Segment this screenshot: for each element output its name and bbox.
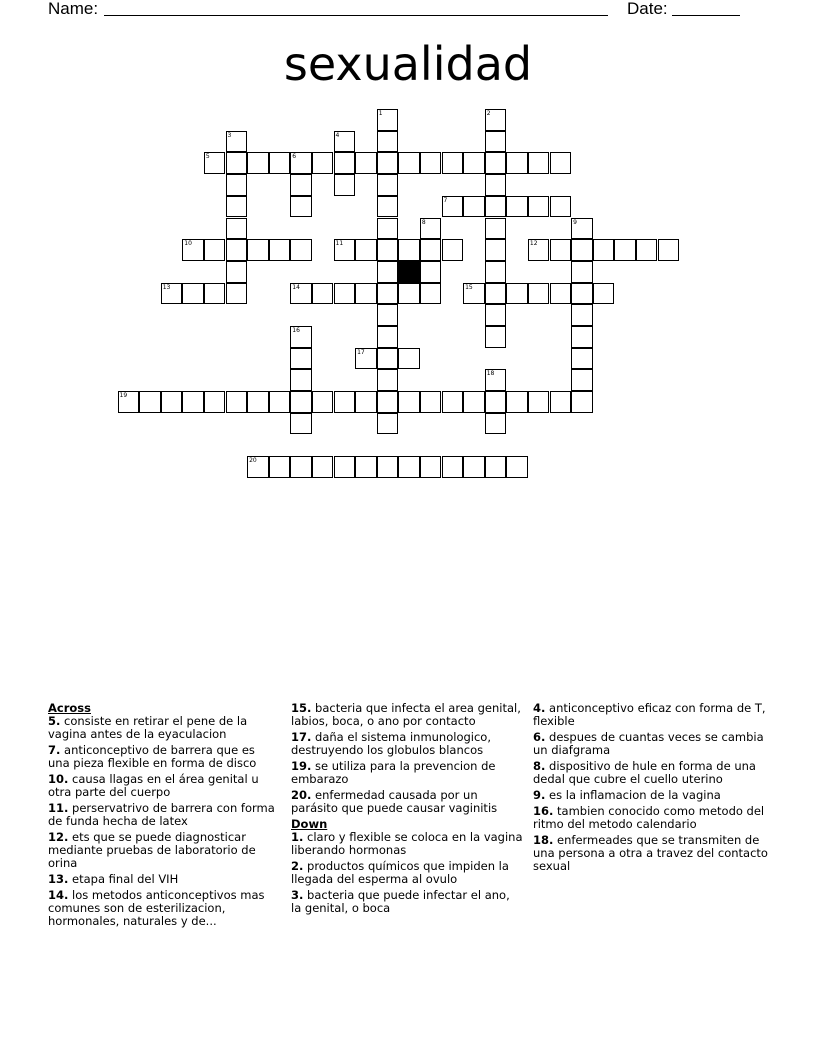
- across-clue: [291, 702, 523, 728]
- crossword-cell[interactable]: [550, 196, 572, 218]
- clue-number-label: 2.: [291, 859, 304, 873]
- down-heading: Down: [291, 817, 328, 831]
- crossword-cell[interactable]: [161, 283, 183, 305]
- crossword-cell[interactable]: [571, 218, 593, 240]
- crossword-cell[interactable]: [247, 391, 269, 413]
- clue-number-label: 18.: [533, 833, 554, 847]
- clues-column-2: [291, 702, 523, 918]
- crossword-cell[interactable]: [290, 174, 312, 196]
- crossword-cell[interactable]: [334, 283, 356, 305]
- clue-text: anticonceptivo eficaz con forma de T, flexible: [533, 701, 766, 728]
- crossword-cell[interactable]: [226, 218, 248, 240]
- crossword-cell[interactable]: [355, 283, 377, 305]
- crossword-cell[interactable]: [334, 152, 356, 174]
- clue-number: 12: [529, 240, 538, 248]
- crossword-cell[interactable]: [290, 326, 312, 348]
- crossword-cell[interactable]: [290, 196, 312, 218]
- crossword-cell[interactable]: [485, 326, 507, 348]
- crossword-cell[interactable]: [355, 152, 377, 174]
- crossword-cell[interactable]: [485, 283, 507, 305]
- crossword-cell[interactable]: [485, 174, 507, 196]
- crossword-cell[interactable]: [398, 152, 420, 174]
- clue-number: 15: [465, 283, 473, 291]
- clue-number: 3: [227, 131, 232, 139]
- crossword-cell[interactable]: [377, 391, 399, 413]
- crossword-cell[interactable]: [377, 218, 399, 240]
- clue-number: 1: [378, 110, 383, 117]
- clue-text: bacteria que puede infectar el ano, la genital, o boca: [291, 888, 510, 915]
- crossword-cell[interactable]: [571, 326, 593, 348]
- clue-text: claro y flexible se coloca en la vagina liberando hormonas: [291, 830, 523, 857]
- crossword-cell[interactable]: [161, 391, 183, 413]
- crossword-cell[interactable]: [182, 391, 204, 413]
- crossword-cell[interactable]: [290, 391, 312, 413]
- clue-text: dispositivo de hule en forma de una dedal que cubre el cuello uterino: [533, 759, 756, 786]
- clue-number-label: 14.: [48, 888, 69, 902]
- crossword-cell[interactable]: [485, 413, 507, 435]
- crossword-cell[interactable]: [290, 369, 312, 391]
- across-clue: [48, 802, 280, 828]
- crossword-cell[interactable]: [550, 283, 572, 305]
- crossword-cell[interactable]: [442, 196, 464, 218]
- across-clue: [291, 760, 523, 786]
- crossword-cell[interactable]: [247, 152, 269, 174]
- crossword-cell[interactable]: [247, 239, 269, 261]
- crossword-cell[interactable]: [485, 196, 507, 218]
- clue-number: 14: [292, 283, 300, 291]
- crossword-cell[interactable]: [485, 369, 507, 391]
- across-clue: [48, 873, 280, 886]
- across-heading: Across: [48, 701, 91, 715]
- down-clue: [291, 889, 523, 915]
- clue-text: causa llagas en el área genital u otra parte del cuerpo: [48, 772, 259, 799]
- clue-number: 18: [486, 370, 495, 378]
- crossword-cell[interactable]: [593, 283, 615, 305]
- crossword-cell[interactable]: [204, 152, 226, 174]
- clue-text: anticonceptivo de barrera que es una pieza flexible en forma de disco: [48, 743, 257, 770]
- clue-text: los metodos anticonceptivos mas comunes son de esterilizacion, hormonales, naturales y de...: [48, 888, 265, 928]
- across-clue: [291, 731, 523, 757]
- clue-text: despues de cuantas veces se cambia un diafgrama: [533, 730, 764, 757]
- crossword-cell[interactable]: [571, 391, 593, 413]
- clue-number: 9: [573, 218, 577, 226]
- crossword-cell[interactable]: [593, 239, 615, 261]
- clue-number-label: 20.: [291, 788, 312, 802]
- crossword-cell[interactable]: [226, 283, 248, 305]
- clue-number-label: 11.: [48, 801, 69, 815]
- crossword-cell[interactable]: [442, 152, 464, 174]
- across-clue: [48, 831, 280, 870]
- clue-text: bacteria que infecta el area genital, labios, boca, o ano por contacto: [291, 701, 521, 728]
- crossword-cell[interactable]: [377, 109, 399, 131]
- crossword-cell[interactable]: [377, 413, 399, 435]
- crossword-cell[interactable]: [614, 239, 636, 261]
- clue-number: 20: [249, 457, 257, 465]
- crossword-cell[interactable]: [398, 456, 420, 478]
- crossword-cell[interactable]: [290, 413, 312, 435]
- crossword-cell[interactable]: [420, 391, 442, 413]
- crossword-cell[interactable]: [290, 283, 312, 305]
- down-clue: [291, 860, 523, 886]
- crossword-cell[interactable]: [658, 239, 680, 261]
- crossword-cell[interactable]: [334, 456, 356, 478]
- clue-number-label: 6.: [533, 730, 546, 744]
- crossword-cell[interactable]: [506, 456, 528, 478]
- crossword-cell[interactable]: [226, 239, 248, 261]
- clue-number: 6: [292, 153, 297, 161]
- clue-number-label: 15.: [291, 701, 312, 715]
- crossword-cell[interactable]: [377, 196, 399, 218]
- crossword-cell[interactable]: [355, 391, 377, 413]
- across-clue: [48, 889, 280, 928]
- crossword-cell[interactable]: [528, 239, 550, 261]
- crossword-cell[interactable]: [312, 283, 334, 305]
- clue-number: 16: [292, 327, 300, 334]
- down-clue: [533, 760, 771, 786]
- down-clue: [533, 834, 771, 873]
- clue-number: 7: [443, 196, 448, 204]
- clue-number-label: 4.: [533, 701, 546, 715]
- down-clue: [533, 805, 771, 831]
- clue-number-label: 9.: [533, 788, 546, 802]
- clue-number: 17: [357, 348, 365, 356]
- down-clue: [533, 789, 771, 802]
- crossword-cell[interactable]: [485, 391, 507, 413]
- across-clue: [291, 789, 523, 815]
- crossword-cell[interactable]: [377, 261, 399, 283]
- down-clue: [533, 731, 771, 757]
- clue-text: es la inflamacion de la vagina: [545, 788, 721, 802]
- crossword-cell[interactable]: [571, 369, 593, 391]
- crossword-cell[interactable]: [463, 456, 485, 478]
- crossword-cell[interactable]: [377, 456, 399, 478]
- crossword-cell[interactable]: [485, 261, 507, 283]
- crossword-cell[interactable]: [485, 109, 507, 131]
- clue-text: productos químicos que impiden la llegada del esperma al ovulo: [291, 859, 509, 886]
- crossword-cell[interactable]: [442, 239, 464, 261]
- crossword-cell[interactable]: [398, 239, 420, 261]
- crossword-cell[interactable]: [420, 456, 442, 478]
- crossword-cell[interactable]: [463, 196, 485, 218]
- down-clue: [291, 831, 523, 857]
- crossword-cell[interactable]: [377, 131, 399, 153]
- crossword-cell[interactable]: [312, 391, 334, 413]
- crossword-cell[interactable]: [204, 283, 226, 305]
- crossword-cell[interactable]: [528, 283, 550, 305]
- crossword-cell[interactable]: [398, 348, 420, 370]
- clue-text: enfermeades que se transmiten de una persona a otra a travez del contacto sexual: [533, 833, 768, 873]
- crossword-cell[interactable]: [420, 152, 442, 174]
- crossword-cell[interactable]: [355, 239, 377, 261]
- across-clue: [48, 715, 280, 741]
- crossword-block-cell: [398, 261, 420, 283]
- crossword-cell[interactable]: [204, 239, 226, 261]
- crossword-cell[interactable]: [334, 131, 356, 153]
- crossword-cell[interactable]: [485, 456, 507, 478]
- crossword-cell[interactable]: [377, 326, 399, 348]
- crossword-cell[interactable]: [269, 239, 291, 261]
- crossword-cell[interactable]: [442, 456, 464, 478]
- crossword-cell[interactable]: [550, 152, 572, 174]
- crossword-cell[interactable]: [377, 348, 399, 370]
- date-label: Date:: [627, 0, 668, 18]
- clues-column-3: [533, 702, 771, 876]
- crossword-cell[interactable]: [398, 283, 420, 305]
- crossword-cell[interactable]: [312, 152, 334, 174]
- crossword-cell[interactable]: [377, 174, 399, 196]
- crossword-grid: [0, 0, 816, 500]
- crossword-cell[interactable]: [334, 391, 356, 413]
- crossword-cell[interactable]: [571, 239, 593, 261]
- clue-number-label: 12.: [48, 830, 69, 844]
- crossword-cell[interactable]: [355, 456, 377, 478]
- crossword-cell[interactable]: [571, 304, 593, 326]
- name-label: Name:: [48, 0, 99, 18]
- crossword-cell[interactable]: [420, 283, 442, 305]
- crossword-cell[interactable]: [506, 391, 528, 413]
- across-clue: [48, 773, 280, 799]
- clue-number: 11: [335, 240, 344, 248]
- crossword-cell[interactable]: [377, 283, 399, 305]
- clue-number-label: 8.: [533, 759, 546, 773]
- clue-number: 2: [486, 110, 491, 117]
- crossword-cell[interactable]: [442, 391, 464, 413]
- crossword-cell[interactable]: [182, 283, 204, 305]
- crossword-cell[interactable]: [226, 131, 248, 153]
- crossword-cell[interactable]: [269, 456, 291, 478]
- clue-number-label: 10.: [48, 772, 69, 786]
- crossword-cell[interactable]: [290, 239, 312, 261]
- crossword-cell[interactable]: [334, 174, 356, 196]
- crossword-cell[interactable]: [463, 391, 485, 413]
- crossword-cell[interactable]: [485, 239, 507, 261]
- crossword-cell[interactable]: [485, 218, 507, 240]
- crossword-cell[interactable]: [334, 239, 356, 261]
- crossword-cell[interactable]: [528, 196, 550, 218]
- crossword-cell[interactable]: [139, 391, 161, 413]
- crossword-cell[interactable]: [571, 283, 593, 305]
- page-title: sexualidad: [283, 37, 533, 91]
- clue-number-label: 17.: [291, 730, 312, 744]
- clue-text: daña el sistema inmunologico, destruyendo los globulos blancos: [291, 730, 492, 757]
- clue-number-label: 3.: [291, 888, 304, 902]
- crossword-cell[interactable]: [269, 391, 291, 413]
- crossword-cell[interactable]: [463, 283, 485, 305]
- crossword-cell[interactable]: [636, 239, 658, 261]
- crossword-cell[interactable]: [377, 152, 399, 174]
- clue-number-label: 16.: [533, 804, 554, 818]
- crossword-cell[interactable]: [398, 391, 420, 413]
- across-clue: [48, 744, 280, 770]
- clue-text: etapa final del VIH: [68, 872, 179, 886]
- crossword-cell[interactable]: [290, 152, 312, 174]
- crossword-cell[interactable]: [463, 152, 485, 174]
- clue-number: 5: [205, 153, 210, 161]
- clue-number-label: 19.: [291, 759, 312, 773]
- clue-text: enfermedad causada por un parásito que puede causar vaginitis: [291, 788, 498, 815]
- down-clue: [533, 702, 771, 728]
- crossword-cell[interactable]: [247, 456, 269, 478]
- crossword-cell[interactable]: [571, 348, 593, 370]
- clue-number-label: 13.: [48, 872, 69, 886]
- crossword-cell[interactable]: [377, 369, 399, 391]
- clue-text: tambien conocido como metodo del ritmo del metodo calendario: [533, 804, 765, 831]
- clue-text: ets que se puede diagnosticar mediante pruebas de laboratorio de orina: [48, 830, 256, 870]
- clue-number-label: 5.: [48, 714, 61, 728]
- crossword-cell[interactable]: [377, 239, 399, 261]
- crossword-cell[interactable]: [550, 239, 572, 261]
- crossword-cell[interactable]: [312, 456, 334, 478]
- clues-column-1: [48, 702, 280, 931]
- crossword-cell[interactable]: [226, 261, 248, 283]
- crossword-cell[interactable]: [226, 152, 248, 174]
- crossword-cell[interactable]: [355, 348, 377, 370]
- clue-number: 4: [335, 131, 340, 139]
- crossword-cell[interactable]: [204, 391, 226, 413]
- crossword-cell[interactable]: [118, 391, 140, 413]
- clue-number: 13: [162, 283, 171, 291]
- clue-text: se utiliza para la prevencion de embarazo: [291, 759, 496, 786]
- crossword-cell[interactable]: [485, 152, 507, 174]
- crossword-cell[interactable]: [290, 456, 312, 478]
- clue-number: 8: [421, 218, 426, 226]
- crossword-cell[interactable]: [571, 261, 593, 283]
- clue-number-label: 7.: [48, 743, 61, 757]
- crossword-cell[interactable]: [506, 196, 528, 218]
- clue-number: 19: [119, 392, 128, 400]
- clue-number-label: 1.: [291, 830, 304, 844]
- crossword-cell[interactable]: [528, 152, 550, 174]
- crossword-cell[interactable]: [420, 261, 442, 283]
- crossword-cell[interactable]: [290, 348, 312, 370]
- crossword-cell[interactable]: [420, 218, 442, 240]
- crossword-cell[interactable]: [550, 391, 572, 413]
- crossword-cell[interactable]: [226, 391, 248, 413]
- crossword-cell[interactable]: [506, 283, 528, 305]
- crossword-cell[interactable]: [226, 174, 248, 196]
- clue-text: perservatrivo de barrera con forma de funda hecha de latex: [48, 801, 275, 828]
- crossword-cell[interactable]: [506, 152, 528, 174]
- crossword-cell[interactable]: [485, 304, 507, 326]
- crossword-cell[interactable]: [269, 152, 291, 174]
- crossword-cell[interactable]: [420, 239, 442, 261]
- clue-number: 10: [184, 240, 192, 248]
- crossword-cell[interactable]: [528, 391, 550, 413]
- crossword-cell[interactable]: [377, 304, 399, 326]
- crossword-cell[interactable]: [485, 131, 507, 153]
- crossword-cell[interactable]: [226, 196, 248, 218]
- crossword-cell[interactable]: [182, 239, 204, 261]
- clue-text: consiste en retirar el pene de la vagina antes de la eyaculacion: [48, 714, 248, 741]
